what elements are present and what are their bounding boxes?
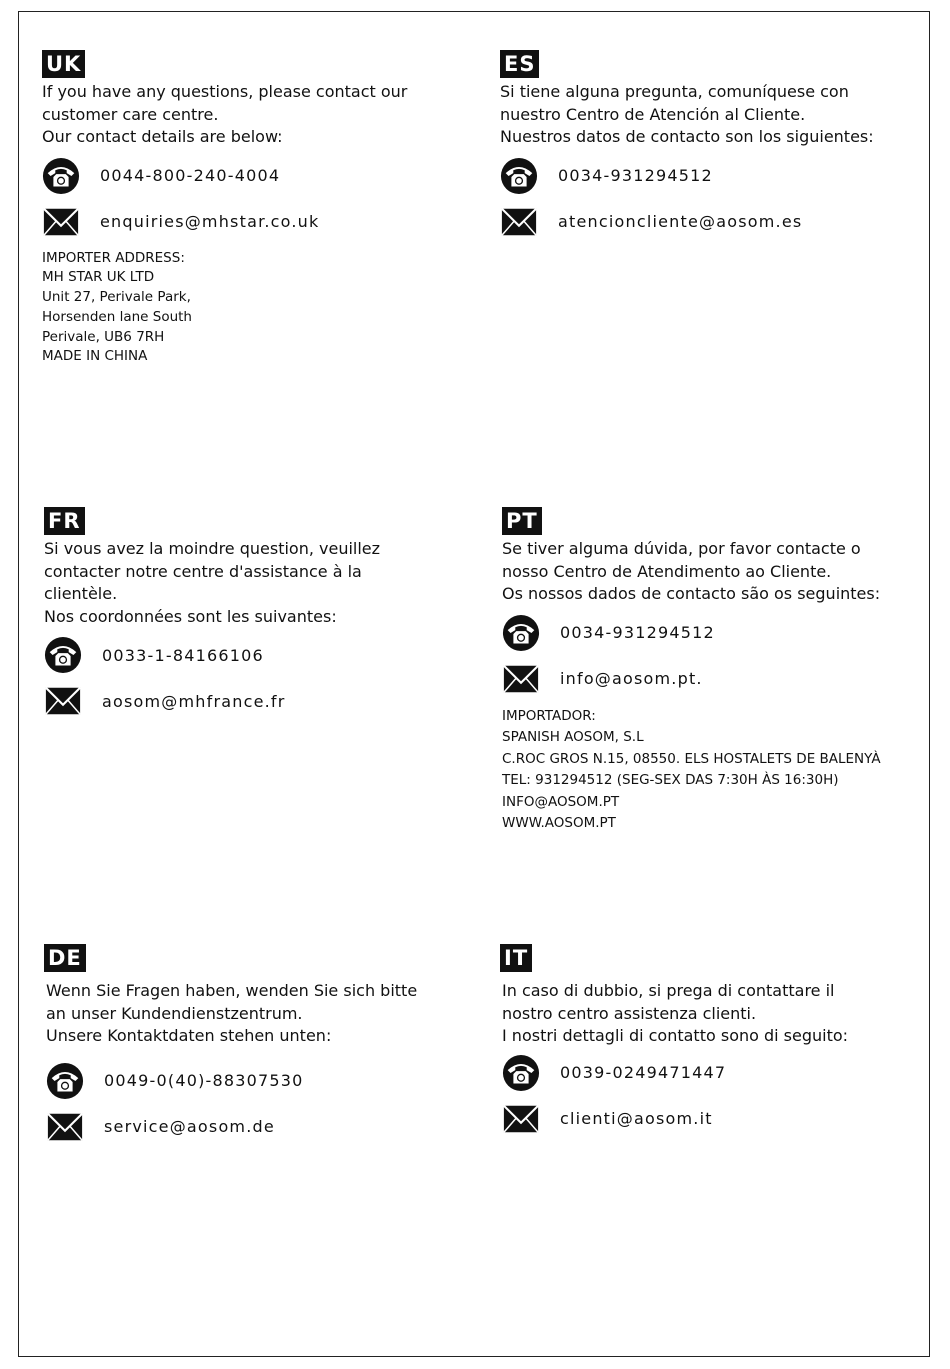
- telephone-icon: [46, 1062, 84, 1100]
- intro-text-pt: Se tiver alguma dúvida, por favor contacte o nosso Centro de Atendimento ao Cliente. Os nossos dados de contacto são os seguintes:: [502, 539, 881, 603]
- section-de: [44, 944, 484, 1146]
- phone-number-pt[interactable]: 0034-931294512: [560, 623, 715, 642]
- telephone-icon: [42, 157, 80, 195]
- language-badge-pt: PT: [502, 507, 542, 535]
- phone-number-uk[interactable]: 0044-800-240-4004: [100, 166, 281, 185]
- email-address-es[interactable]: atencioncliente@aosom.es: [558, 212, 803, 231]
- telephone-icon: [502, 1054, 540, 1092]
- email-address-it[interactable]: clienti@aosom.it: [560, 1109, 713, 1128]
- phone-row-es: [500, 157, 920, 195]
- intro-text-uk: If you have any questions, please contact our customer care centre. Our contact details are below:: [42, 82, 408, 146]
- email-address-fr[interactable]: aosom@mhfrance.fr: [102, 691, 286, 711]
- importer-address-uk: IMPORTER ADDRESS: MH STAR UK LTD Unit 27, Perivale Park, Horsenden lane South Perivale, UB6 7RH MADE IN CHINA: [42, 249, 192, 365]
- importer-address-pt: IMPORTADOR: SPANISH AOSOM, S.L C.ROC GROS N.15, 08550. ELS HOSTALETS DE BALENYÀ TEL: 931294512 (SEG-SEX DAS 7:30H ÀS 16:30H) INFO@AOSOM.PT WWW.AOSOM.PT: [502, 707, 881, 831]
- email-row-it: [502, 1100, 920, 1138]
- phone-number-es[interactable]: 0034-931294512: [558, 166, 713, 185]
- intro-text-fr: Si vous avez la moindre question, veuillez contacter notre centre d'assistance à la clientèle. Nos coordonnées sont les suivantes:: [44, 539, 381, 626]
- section-pt: [502, 507, 922, 835]
- phone-row-it: [502, 1054, 920, 1092]
- language-badge-de: DE: [44, 944, 86, 972]
- language-badge-uk: UK: [42, 50, 85, 78]
- email-row-fr: [44, 682, 484, 720]
- envelope-icon: [42, 203, 80, 241]
- email-row-pt: [502, 660, 922, 698]
- email-row-es: [500, 203, 920, 241]
- envelope-icon: [46, 1108, 84, 1146]
- section-fr: [44, 507, 484, 720]
- phone-row-fr: [44, 636, 484, 674]
- intro-text-de: Wenn Sie Fragen haben, wenden Sie sich bitte an unser Kundendienstzentrum. Unsere Kontaktdaten stehen unten:: [46, 981, 418, 1045]
- section-es: [500, 50, 920, 241]
- phone-number-de[interactable]: 0049-0(40)-88307530: [104, 1071, 304, 1090]
- telephone-icon: [502, 614, 540, 652]
- section-uk: [42, 50, 482, 367]
- intro-text-it: In caso di dubbio, si prega di contattare il nostro centro assistenza clienti. I nostri dettagli di contatto sono di seguito:: [502, 981, 849, 1045]
- envelope-icon: [500, 203, 538, 241]
- email-row-de: [46, 1108, 484, 1146]
- phone-row-uk: [42, 157, 482, 195]
- envelope-icon: [502, 1100, 540, 1138]
- phone-row-pt: [502, 614, 922, 652]
- email-address-pt[interactable]: info@aosom.pt.: [560, 669, 703, 688]
- envelope-icon: [44, 682, 82, 720]
- email-address-uk[interactable]: enquiries@mhstar.co.uk: [100, 212, 320, 231]
- phone-number-fr[interactable]: 0033-1-84166106: [102, 645, 264, 665]
- telephone-icon: [500, 157, 538, 195]
- email-row-uk: [42, 203, 482, 241]
- telephone-icon: [44, 636, 82, 674]
- section-it: [500, 944, 920, 1138]
- phone-number-it[interactable]: 0039-0249471447: [560, 1063, 727, 1082]
- language-badge-fr: FR: [44, 507, 85, 535]
- language-badge-it: IT: [500, 944, 532, 972]
- language-badge-es: ES: [500, 50, 539, 78]
- envelope-icon: [502, 660, 540, 698]
- intro-text-es: Si tiene alguna pregunta, comuníquese con nuestro Centro de Atención al Cliente. Nuestros datos de contacto son los siguientes:: [500, 82, 874, 146]
- phone-row-de: [46, 1062, 484, 1100]
- email-address-de[interactable]: service@aosom.de: [104, 1117, 275, 1136]
